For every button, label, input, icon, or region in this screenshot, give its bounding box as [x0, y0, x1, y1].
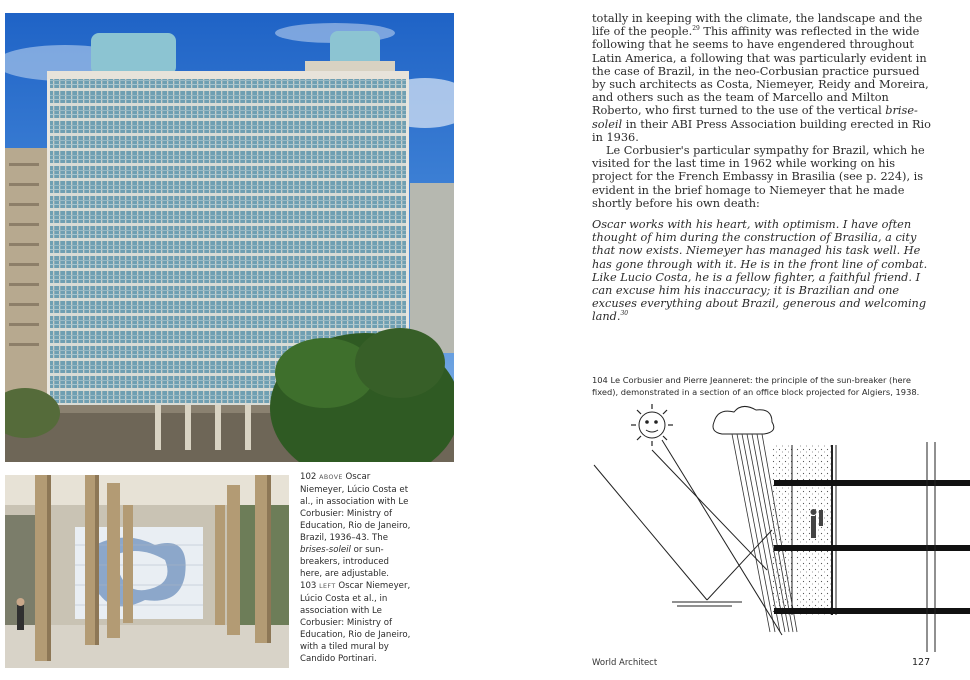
- sun-icon: [631, 404, 673, 446]
- running-footer-title: World Architect: [592, 658, 658, 668]
- paragraph-1-middle: This affinity was reflected in the wide following that he seems to have engendered throughout Latin America, a following that was particularly evident in the case of Brazil, in the neo-Corbusian practice pursued by such architects as Costa, Niemeyer, Reidy and Moreira, and others such as the team of Marcello and Milton Roberto, who first turned to the use of the vertical: [592, 25, 929, 118]
- caption-102-text-end: or sun-breakers, introduced here, are adjustable.: [300, 545, 389, 579]
- colonnade-mural-photo: [5, 475, 289, 668]
- footnote-30: 30: [620, 310, 629, 318]
- paragraph-1-start: totally in keeping with the climate, the landscape and the life of the people.: [592, 12, 923, 39]
- cloud-icon: [713, 406, 774, 434]
- niemeyer-quote: [592, 218, 932, 324]
- caption-103-text: Oscar Niemeyer, Lúcio Costa et al., in association with Le Corbusier: Ministry of Education, Rio de Janeiro, with a tiled mural by Candido Portinari.: [300, 581, 411, 664]
- ministry-building-photo: [5, 13, 454, 462]
- quote-text: Oscar works with his heart, with optimism. I have often thought of him during the construction of Brasilia, a city that now exists. Niemeyer has managed his task well. He has gone through with it. He is in the front line of combat. Like Lucio Costa, he is a fellow fighter, a faithful friend. I can excuse him his inaccuracy; it is Brazilian and one excuses everything about Brazil, generous and welcoming land.: [592, 218, 928, 324]
- caption-103: [300, 580, 412, 665]
- caption-102: [300, 471, 412, 580]
- sun-breaker-diagram: [592, 400, 970, 652]
- caption-104-text: Le Corbusier and Pierre Jeanneret: the principle of the sun-breaker (here fixed), demonstrated in a section of an office block projected for Algiers, 1938.: [592, 375, 920, 397]
- caption-102-italic-term: brises-soleil: [300, 545, 351, 555]
- page-number: 127: [912, 657, 931, 668]
- caption-104: [592, 375, 937, 398]
- caption-102-position: ABOVE: [319, 474, 343, 481]
- paragraph-1: [592, 12, 932, 144]
- caption-104-number: 104: [592, 375, 608, 385]
- caption-102-number: 102: [300, 472, 317, 482]
- caption-103-position: LEFT: [319, 583, 336, 590]
- body-text: [592, 12, 932, 210]
- paragraph-2: Le Corbusier's particular sympathy for Brazil, which he visited for the last time in 1962 while working on his project for the French Embassy in Brasilia (see p. 224), is evident in the brief homage to Niemeyer that he made shortly before his own death:: [592, 144, 925, 210]
- paragraph-1-italic-term: brise-soleil: [592, 104, 918, 131]
- figure-captions: [300, 471, 412, 665]
- footnote-29: 29: [692, 25, 700, 33]
- caption-103-number: 103: [300, 581, 317, 591]
- paragraph-1-end: in their ABI Press Association building erected in Rio in 1936.: [592, 117, 931, 144]
- caption-102-text-start: Oscar Niemeyer, Lúcio Costa et al., in association with Le Corbusier: Ministry of Education, Rio de Janeiro, Brazil, 1936–43. The: [300, 472, 411, 543]
